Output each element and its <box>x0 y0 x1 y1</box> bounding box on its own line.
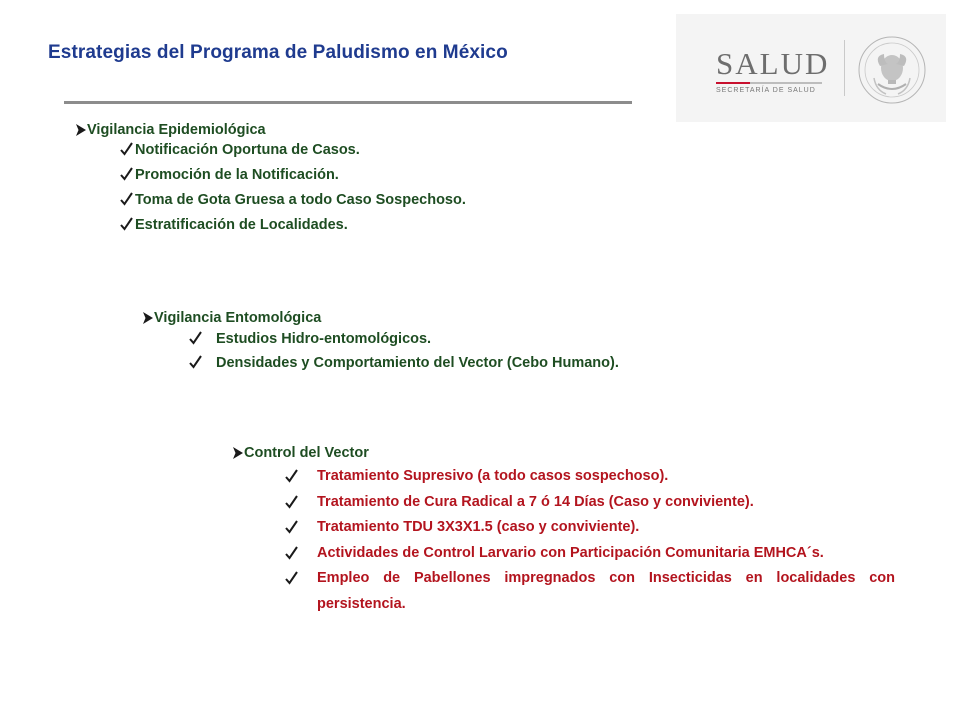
section-heading-text: Vigilancia Entomológica <box>154 310 322 326</box>
section-list <box>285 464 895 617</box>
section-vigilancia-epidemiologica <box>75 120 466 240</box>
list-item-text: Tratamiento de Cura Radical a 7 ó 14 Días (Caso y conviviente). <box>317 493 754 510</box>
logo-divider <box>844 40 845 96</box>
list-item <box>120 190 466 215</box>
list-item <box>120 165 466 190</box>
checkmark-icon <box>120 192 133 206</box>
list-item-text: Promoción de la Notificación. <box>135 167 339 183</box>
list-item-text: Estudios Hidro-entomológicos. <box>216 331 432 347</box>
arrow-bullet-icon <box>142 311 154 325</box>
section-vigilancia-entomologica <box>142 307 619 377</box>
arrow-bullet-icon <box>75 123 87 137</box>
list-item-text: Actividades de Control Larvario con Participación Comunitaria EMHCA´s. <box>317 544 824 561</box>
list-item <box>189 329 619 353</box>
section-heading <box>232 442 895 464</box>
section-list <box>120 140 466 240</box>
list-item <box>285 515 895 541</box>
section-list <box>189 329 619 377</box>
checkmark-icon <box>285 520 298 534</box>
list-item <box>285 541 895 567</box>
checkmark-icon <box>120 217 133 231</box>
checkmark-icon <box>285 469 298 483</box>
salud-underline <box>716 82 822 84</box>
page-title: Estrategias del Programa de Paludismo en México <box>48 42 508 63</box>
list-item-text: Toma de Gota Gruesa a todo Caso Sospechoso. <box>135 192 466 208</box>
checkmark-icon <box>189 331 202 345</box>
list-item <box>285 566 895 617</box>
section-heading-text: Control del Vector <box>244 445 369 461</box>
checkmark-icon <box>285 546 298 560</box>
list-item <box>120 140 466 165</box>
list-item-text: Notificación Oportuna de Casos. <box>135 142 360 158</box>
list-item-text: Tratamiento Supresivo (a todo casos sospechoso). <box>317 468 669 484</box>
section-heading <box>142 307 619 329</box>
checkmark-icon <box>120 142 133 156</box>
list-item <box>120 215 466 240</box>
checkmark-icon <box>189 355 202 369</box>
checkmark-icon <box>285 495 298 509</box>
checkmark-icon <box>120 167 133 181</box>
salud-subtitle: SECRETARÍA DE SALUD <box>716 87 816 94</box>
arrow-bullet-icon <box>232 446 244 460</box>
title-divider <box>64 101 632 104</box>
checkmark-icon <box>285 571 298 585</box>
list-item-text: Tratamiento TDU 3X3X1.5 (caso y conviviente). <box>317 519 640 535</box>
section-control-del-vector <box>232 442 895 617</box>
list-item <box>285 490 895 516</box>
national-seal-icon <box>854 32 930 108</box>
salud-logo <box>676 14 946 122</box>
list-item <box>285 464 895 490</box>
list-item <box>189 353 619 377</box>
section-heading <box>75 120 466 140</box>
list-item-text: Empleo de Pabellones impregnados con Insecticidas en localidades con persistencia. <box>317 570 895 612</box>
section-heading-text: Vigilancia Epidemiológica <box>87 122 266 138</box>
salud-brand-text: SALUD <box>716 46 830 81</box>
list-item-text: Estratificación de Localidades. <box>135 217 348 233</box>
list-item-text: Densidades y Comportamiento del Vector (Cebo Humano). <box>216 355 619 371</box>
